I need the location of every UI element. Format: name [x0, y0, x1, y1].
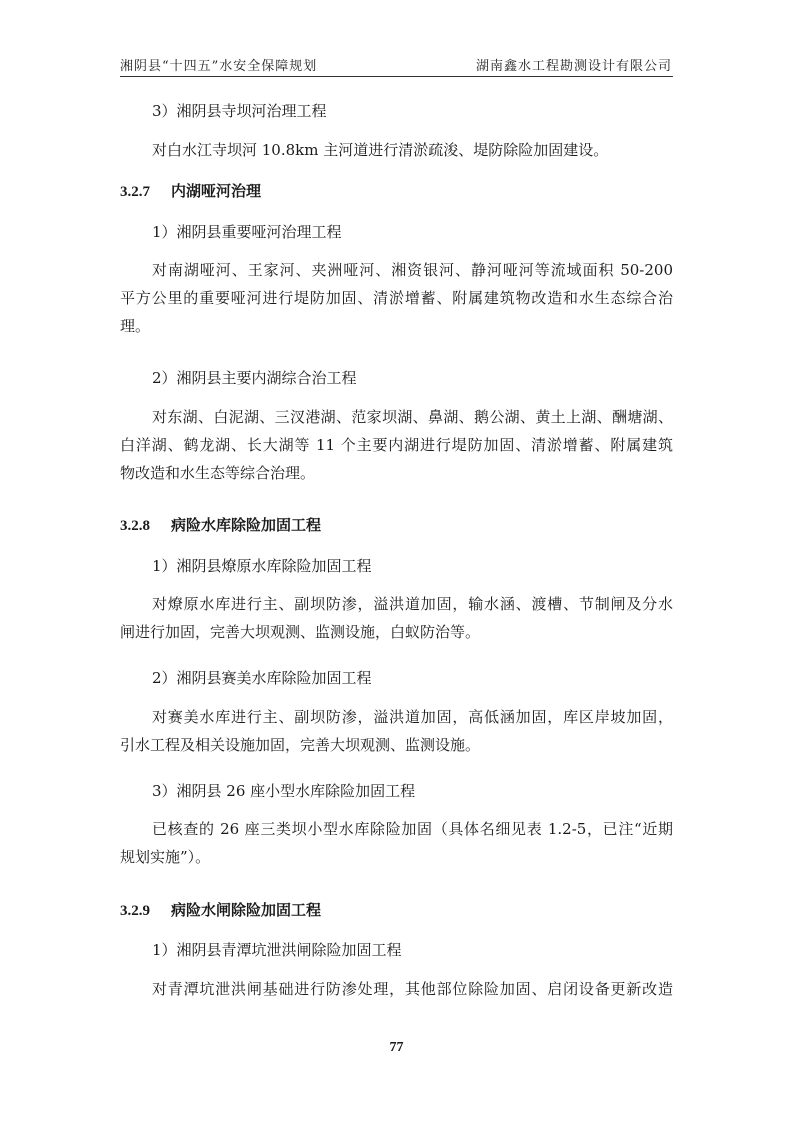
paragraph-line: 对燎原水库进行主、副坝防渗，溢洪道加固，输水涵、渡槽、节制闸及分水 — [152, 595, 673, 613]
header-title: 湘阴县“十四五”水安全保障规划 — [120, 59, 318, 74]
paragraph — [120, 703, 673, 759]
paragraph-line: 对赛美水库进行主、副坝防渗，溢洪道加固，高低涵加固，库区岸坡加固， — [152, 708, 673, 726]
item-heading: 2）湘阴县赛美水库除险加固工程 — [152, 669, 372, 687]
section-number: 3.2.8 — [120, 518, 150, 534]
section-number: 3.2.7 — [120, 184, 150, 200]
page-number: 77 — [389, 1040, 404, 1055]
paragraph-line: 已核查的 26 座三类坝小型水库除险加固（具体名细见表 1.2-5，已注“近期 — [152, 820, 673, 838]
section-title: 病险水闸除险加固工程 — [171, 901, 322, 919]
paragraph-line: 对东湖、白泥湖、三汊港湖、范家坝湖、鼻湖、鹅公湖、黄土上湖、酬塘湖、 — [152, 408, 673, 426]
paragraph-line: 对白水江寺坝河 10.8km 主河道进行清淤疏浚、堤防除险加固建设。 — [152, 141, 609, 159]
item-heading: 2）湘阴县主要内湖综合治工程 — [152, 369, 357, 387]
paragraph — [120, 975, 673, 1003]
section-heading — [120, 514, 321, 535]
item-heading: 1）湘阴县燎原水库除险加固工程 — [152, 557, 372, 575]
paragraph-line: 对青潭坑泄洪闸基础进行防渗处理，其他部位除险加固、启闭设备更新改造 — [152, 980, 673, 998]
paragraph-line: 物改造和水生态等综合治理。 — [120, 464, 316, 482]
paragraph — [120, 256, 673, 340]
paragraph-line: 平方公里的重要哑河进行堤防加固、清淤增蓄、附属建筑物改造和水生态综合治 — [120, 289, 673, 307]
paragraph-line: 闸进行加固，完善大坝观测、监测设施，白蚁防治等。 — [120, 623, 481, 641]
paragraph-line: 白洋湖、鹤龙湖、长大湖等 11 个主要内湖进行堤防加固、清淤增蓄、附属建筑 — [120, 436, 673, 454]
header-rule — [120, 76, 673, 77]
paragraph — [120, 590, 673, 646]
item-heading: 1）湘阴县重要哑河治理工程 — [152, 223, 342, 241]
paragraph-line: 理。 — [120, 317, 151, 335]
section-heading — [120, 180, 261, 201]
paragraph-line: 规划实施”）。 — [120, 848, 211, 866]
paragraph — [120, 815, 673, 871]
paragraph-line: 对南湖哑河、王家河、夹洲哑河、湘资银河、静河哑河等流域面积 50-200 — [152, 261, 673, 279]
paragraph — [120, 403, 673, 487]
section-title: 内湖哑河治理 — [171, 182, 262, 200]
section-number: 3.2.9 — [120, 903, 150, 919]
item-heading: 3）湘阴县寺坝河治理工程 — [152, 102, 327, 120]
item-heading: 1）湘阴县青潭坑泄洪闸除险加固工程 — [152, 941, 402, 959]
header-company: 湖南鑫水工程勘测设计有限公司 — [475, 59, 672, 74]
item-heading: 3）湘阴县 26 座小型水库除险加固工程 — [152, 782, 416, 800]
paragraph-line: 引水工程及相关设施加固，完善大坝观测、监测设施。 — [120, 736, 481, 754]
paragraph — [120, 136, 673, 164]
section-heading — [120, 899, 321, 920]
section-title: 病险水库除险加固工程 — [171, 516, 322, 534]
